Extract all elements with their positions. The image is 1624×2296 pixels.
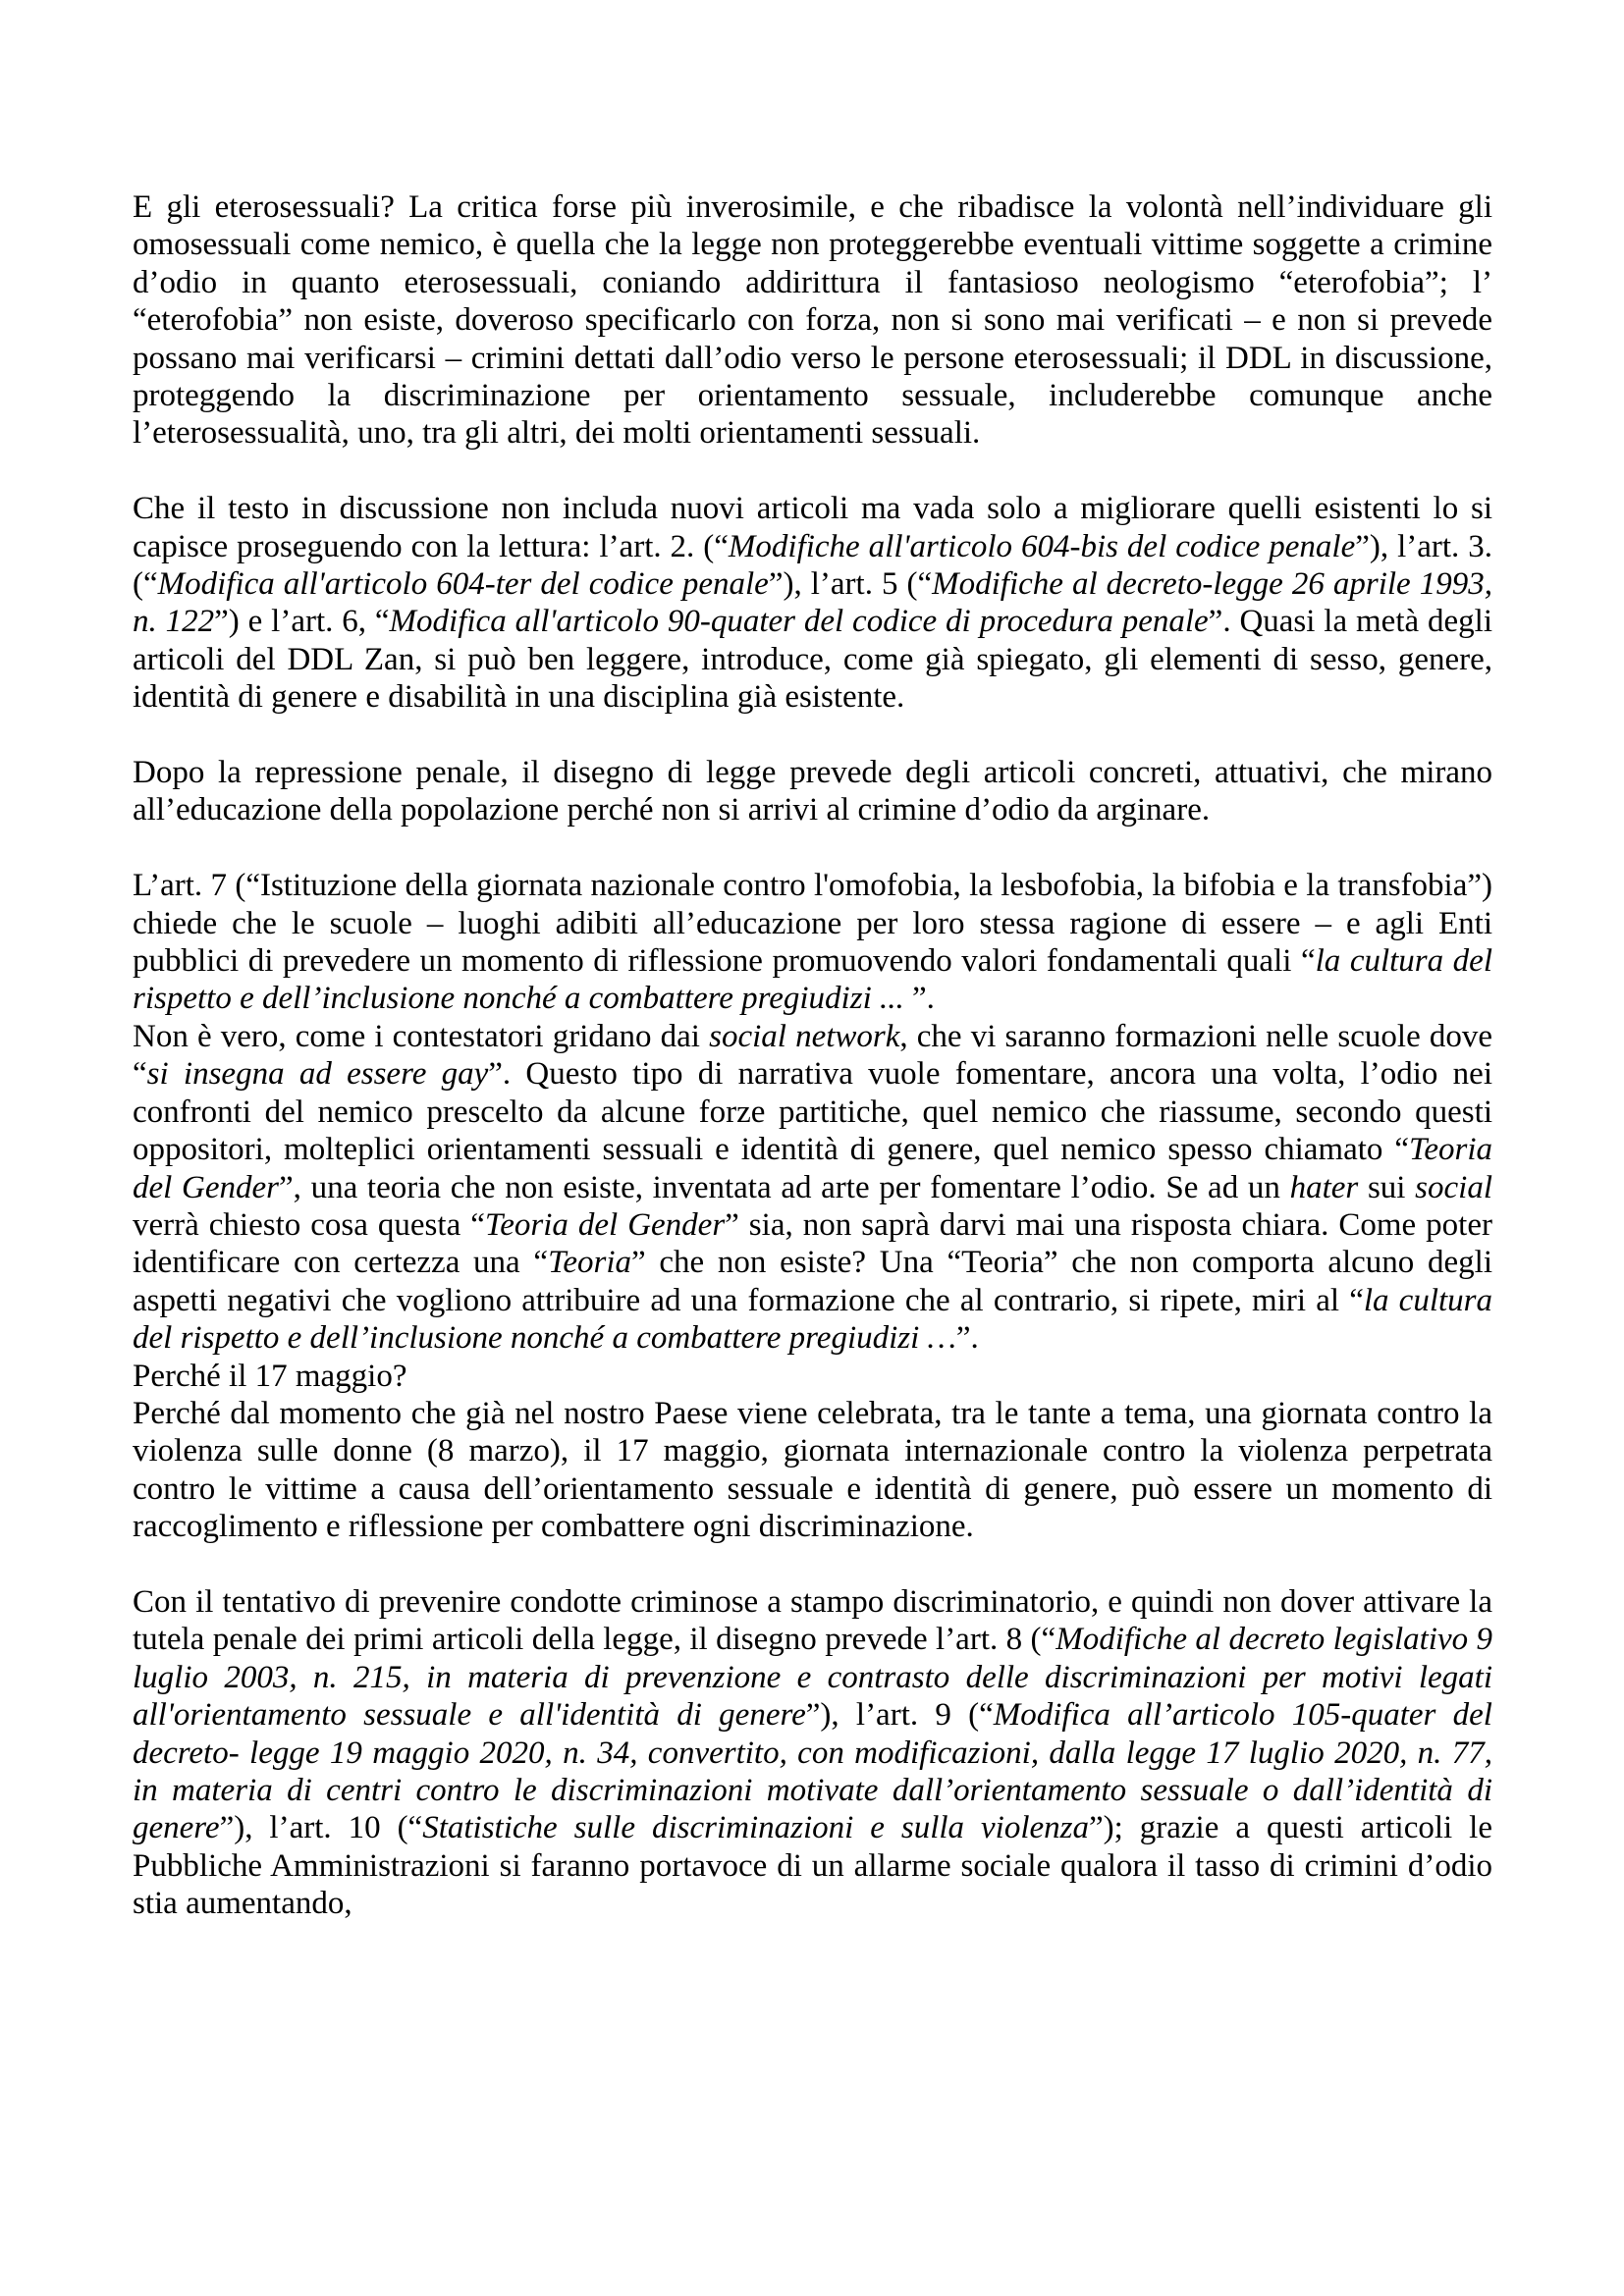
text-run: Perché dal momento che già nel nostro Paese viene celebrata, tra le tante a tema, una giornata contro la violenza sulle donne (8 marzo), il 17 maggio, giornata internazionale contro la violenza perpetrata contro le vittime a causa dell’orientamento sessuale e identità di genere, può essere un momento di raccoglimento e riflessione per combattere ogni discriminazione. <box>133 1395 1492 1545</box>
italic-text-run: Teoria del Gender <box>133 1132 1492 1205</box>
text-run: sui <box>1358 1169 1416 1205</box>
text-run: verrà chiesto cosa questa “ <box>133 1206 485 1243</box>
paragraph <box>133 490 1492 716</box>
text-run: ”. Quasi la metà degli articoli del DDL Zan, si può ben leggere, introduce, come già spiegato, gli elementi di sesso, genere, identità di genere e disabilità in una disciplina già esistente. <box>133 604 1492 716</box>
italic-text-run: Modifiche al decreto-legge 26 aprile 1993, n. 122 <box>133 566 1492 640</box>
text-run: ”. <box>955 1320 979 1357</box>
italic-text-run: Modifica all'articolo 604-ter del codice penale <box>157 566 769 603</box>
text-run: Con il tentativo di prevenire condotte criminose a stampo discriminatorio, e quindi non dover attivare la tutela penale dei primi articoli della legge, il disegno prevede l’art. 8 (“ <box>133 1583 1492 1658</box>
italic-text-run: Teoria del Gender <box>484 1206 726 1243</box>
text-run: ”, una teoria che non esiste, inventata ad arte per fomentare l’odio. Se ad un <box>278 1169 1290 1205</box>
text-run: ”), l’art. 10 (“ <box>219 1810 423 1846</box>
italic-text-run: Teoria <box>548 1245 632 1281</box>
paragraph <box>133 188 1492 453</box>
paragraph <box>133 1395 1492 1546</box>
paragraph <box>133 754 1492 829</box>
italic-text-run: Modifica all'articolo 90-quater del codice di procedura penale <box>389 604 1209 640</box>
italic-text-run: hater <box>1289 1169 1359 1205</box>
text-run: ”), l’art. 9 (“ <box>805 1697 994 1734</box>
italic-text-run: social <box>1415 1169 1492 1205</box>
document-body <box>133 188 1492 1923</box>
text-run: Dopo la repressione penale, il disegno di legge prevede degli articoli concreti, attuativi, che mirano all’educazione della popolazione perché non si arrivi al crimine d’odio da arginare. <box>133 755 1492 828</box>
paragraph <box>133 1018 1492 1358</box>
italic-text-run: Modifiche all'articolo 604-bis del codice penale <box>728 528 1356 564</box>
text-run: ”), l’art. 3. (“ <box>133 528 1492 603</box>
italic-text-run: la cultura del rispetto e dell’inclusione nonché a combattere pregiudizi ... <box>133 943 1492 1017</box>
italic-text-run: Modifiche al decreto legislativo 9 luglio 2003, n. 215, in materia di prevenzione e contrasto delle discriminazioni per motivi legati all'orientamento sessuale e all'identità di genere <box>133 1622 1492 1734</box>
text-run: Che il testo in discussione non includa nuovi articoli ma vada solo a migliorare quelli esistenti lo si capisce proseguendo con la lettura: l’art. 2. (“ <box>133 491 1492 564</box>
text-run: , che vi saranno formazioni nelle scuole dove “ <box>133 1018 1492 1093</box>
text-run: ”) e l’art. 6, “ <box>214 604 390 640</box>
italic-text-run: Statistiche sulle discriminazioni e sulla violenza <box>422 1810 1089 1846</box>
italic-text-run: si insegna ad essere gay <box>146 1056 489 1093</box>
paragraph <box>133 1583 1492 1923</box>
italic-text-run: Modifica all’articolo 105-quater del decreto- legge 19 maggio 2020, n. 34, convertito, con modificazioni, dalla legge 17 luglio 2020, n. 77, in materia di centri contro le discriminazioni motivate dall’orientamento sessuale o dall’identità di genere <box>133 1697 1492 1846</box>
paragraph <box>133 1358 1492 1395</box>
text-run: ”); grazie a questi articoli le Pubbliche Amministrazioni si faranno portavoce di un allarme sociale qualora il tasso di crimini d’odio stia aumentando, <box>133 1810 1492 1922</box>
italic-text-run: social network <box>709 1018 900 1054</box>
text-run: E gli eterosessuali? La critica forse più inverosimile, e che ribadisce la volontà nell’individuare gli omosessuali come nemico, è quella che la legge non proteggerebbe eventuali vittime soggette a crimine d’odio in quanto eterosessuali, coniando addirittura il fantasioso neologismo “eterofobia”; l’ “eterofobia” non esiste, doveroso specificarlo con forza, non si sono mai verificati – e non si prevede possano mai verificarsi – crimini dettati dall’odio verso le persone eterosessuali; il DDL in discussione, proteggendo la discriminazione per orientamento sessuale, includerebbe comunque anche l’eterosessualità, uno, tra gli altri, dei molti orientamenti sessuali. <box>133 189 1492 452</box>
paragraph <box>133 867 1492 1018</box>
text-run: ”), l’art. 5 (“ <box>768 566 933 603</box>
text-run: ”. <box>911 981 935 1017</box>
text-run: ”. Questo tipo di narrativa vuole fomentare, ancora una volta, l’odio nei confronti del nemico prescelto da alcune forze partitiche, quel nemico che riassume, secondo questi oppositori, molteplici orientamenti sessuali e identità di genere, quel nemico spesso chiamato “ <box>133 1056 1492 1168</box>
text-run: Non è vero, come i contestatori gridano dai <box>133 1018 710 1054</box>
italic-text-run: la cultura del rispetto e dell’inclusione nonché a combattere pregiudizi … <box>133 1282 1493 1357</box>
text-run: Perché il 17 maggio? <box>133 1358 407 1394</box>
text-run: L’art. 7 (“Istituzione della giornata nazionale contro l'omofobia, la lesbofobia, la bifobia e la transfobia”) chiede che le scuole – luoghi adibiti all’educazione per loro stessa ragione di essere – e agli Enti pubblici di prevedere un momento di riflessione promuovendo valori fondamentali quali “ <box>133 868 1492 980</box>
text-run: ” sia, non saprà darvi mai una risposta chiara. Come poter identificare con certezza una “ <box>133 1206 1492 1281</box>
text-run: ” che non esiste? Una “Teoria” che non comporta alcuno degli aspetti negativi che vogliono attribuire ad una formazione che al contrario, si ripete, miri al “ <box>133 1245 1492 1318</box>
